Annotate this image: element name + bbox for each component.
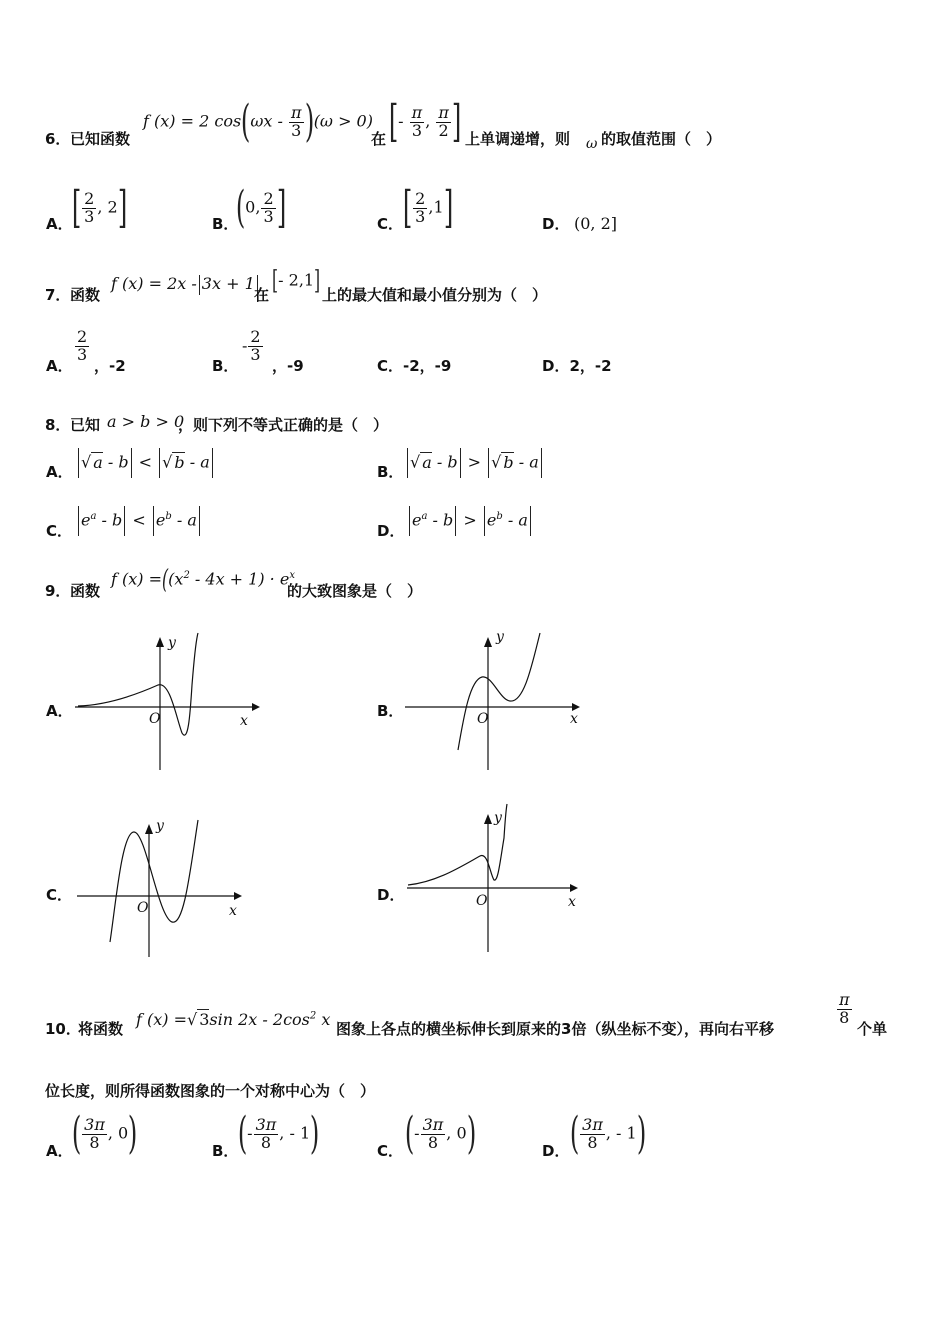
y-arrow-icon [484, 637, 492, 647]
q9-text-1: 函数 [70, 582, 101, 600]
q8-option-b-label[interactable]: B． [377, 463, 404, 481]
q10-option-a-label[interactable]: A． [46, 1142, 73, 1160]
q10-function: f (x) =√ 3sin $2x - 2\cos^2$ x [136, 1010, 331, 1029]
q9-option-c-label[interactable]: C． [46, 886, 73, 904]
q10-option-a[interactable]: ( $\frac{3\pi}{8}$ , 0) [71, 1108, 138, 1159]
x-arrow-icon [572, 703, 580, 711]
y-label: y [494, 810, 502, 826]
q8-text-2: ，则下列不等式正确的是（ ） [178, 416, 389, 434]
q10-text-2: 图象上各点的横坐标伸长到原来的3倍（纵坐标不变），再向右平移 [336, 1020, 774, 1038]
q6-option-b[interactable]: (0, $\frac{2}{3}$ ] [235, 182, 286, 233]
q8-number: 8． [45, 416, 71, 434]
y-label: y [496, 629, 504, 645]
q9-option-d-label[interactable]: D． [377, 886, 405, 904]
q7-option-b-label[interactable]: B． [212, 357, 239, 375]
q10-option-c-label[interactable]: C． [377, 1142, 404, 1160]
x-label: x [229, 903, 237, 919]
curve [110, 820, 198, 942]
q7-function: f (x) = 2x - 3x + 1 [111, 274, 260, 295]
q7-number: 7． [45, 286, 71, 304]
q6-text-2: 在 [371, 130, 387, 148]
q6-option-a[interactable]: [ $\frac{2}{3}$ , 2] [71, 182, 128, 233]
q9-graph-d[interactable] [402, 802, 592, 957]
y-arrow-icon [484, 814, 492, 824]
q6-option-a-label[interactable]: A． [46, 215, 73, 233]
y-label: y [156, 818, 164, 834]
q10-option-b-label[interactable]: B． [212, 1142, 239, 1160]
q9-graph-b[interactable] [400, 625, 590, 775]
q7-option-a-frac[interactable]: $\frac{2}{3}$ [77, 327, 88, 364]
q6-option-d[interactable]: (0, 2] [574, 214, 618, 233]
q9-option-a-label[interactable]: A． [46, 702, 73, 720]
q8-option-b[interactable]: √ a - b > √ b - a [405, 448, 544, 478]
q9-graph-a[interactable] [70, 625, 260, 775]
x-arrow-icon [234, 892, 242, 900]
q10-option-b[interactable]: (- $\frac{3\pi}{8}$ , - 1) [237, 1108, 320, 1159]
q7-text-3: 上的最大值和最小值分别为（ ） [322, 286, 548, 304]
y-arrow-icon [145, 824, 153, 834]
q7-option-c[interactable]: C．-2，-9 [377, 357, 452, 375]
q7-text-2: 在 [254, 286, 270, 304]
x-label: x [240, 713, 248, 729]
q8-condition: a > b > 0 [107, 412, 185, 431]
q8-option-d-label[interactable]: D． [377, 522, 405, 540]
q10-shift: $\frac{\pi}{8}$ [839, 990, 850, 1027]
origin-label: O [149, 711, 161, 727]
q6-number: 6． [45, 130, 71, 148]
q7-interval: [- 2,1] [272, 266, 321, 296]
q10-option-c[interactable]: (- $\frac{3\pi}{8}$ , 0) [404, 1108, 476, 1159]
x-label: x [570, 711, 578, 727]
origin-label: O [477, 711, 489, 727]
q9-option-b-label[interactable]: B． [377, 702, 404, 720]
curve [458, 633, 540, 750]
q6-option-c-label[interactable]: C． [377, 215, 404, 233]
x-arrow-icon [252, 703, 260, 711]
q7-option-d[interactable]: D．2，-2 [542, 357, 612, 375]
q10-number: 10． [45, 1020, 81, 1038]
x-arrow-icon [570, 884, 578, 892]
q10-option-d[interactable]: ( $\frac{3\pi}{8}$ , - 1) [569, 1108, 647, 1159]
q10-line-2: 位长度，则所得函数图象的一个对称中心为（ ） [45, 1082, 376, 1100]
q7-option-a-tail[interactable]: ，-2 [94, 357, 126, 375]
curve [78, 633, 198, 735]
y-arrow-icon [156, 637, 164, 647]
q6-option-b-label[interactable]: B． [212, 215, 239, 233]
q7-option-b-tail[interactable]: ，-9 [272, 357, 304, 375]
q6-option-d-label[interactable]: D． [542, 215, 570, 233]
q8-option-a-label[interactable]: A． [46, 463, 73, 481]
q10-option-d-label[interactable]: D． [542, 1142, 570, 1160]
q9-text-2: 的大致图象是（ ） [287, 582, 423, 600]
q6-omega: ω [586, 136, 598, 152]
q7-text-1: 函数 [70, 286, 101, 304]
origin-label: O [137, 900, 149, 916]
q6-text-4: 的取值范围（ ） [601, 130, 722, 148]
origin-label: O [476, 893, 488, 909]
q6-text-1: 已知函数 [70, 130, 131, 148]
x-label: x [568, 894, 576, 910]
q6-function: f (x) = 2 cos(ωx - $\frac{\pi}{3}$ )(ω > 0) [143, 96, 373, 147]
q9-function: f $(x) =((x^2 - 4x + 1) \cdot e^x$ [111, 565, 295, 595]
q7-option-b-frac[interactable]: - $\frac{2}{3}$ [242, 327, 261, 364]
q8-option-c[interactable]: $e^a - b < e^b - a$ [76, 506, 202, 536]
q9-number: 9． [45, 582, 71, 600]
q7-option-a-label[interactable]: A． [46, 357, 73, 375]
q6-text-3: 上单调递增，则 [465, 130, 571, 148]
q10-text-3: 个单 [857, 1020, 888, 1038]
y-label: y [168, 635, 176, 651]
q8-option-c-label[interactable]: C． [46, 522, 73, 540]
q8-option-a[interactable]: √ a - b < √ b - a [76, 448, 215, 478]
q9-graph-c[interactable] [72, 812, 252, 962]
q8-option-d[interactable]: $e^a - b > e^b - a$ [407, 506, 533, 536]
q6-interval: [- $\frac{\pi}{3}$ , $\frac{\pi}{2}$ ] [388, 96, 462, 147]
curve [408, 804, 507, 885]
q8-text-1: 已知 [70, 416, 101, 434]
q10-text-1: 将函数 [78, 1020, 124, 1038]
q6-option-c[interactable]: [ $\frac{2}{3}$ ,1] [402, 182, 453, 233]
